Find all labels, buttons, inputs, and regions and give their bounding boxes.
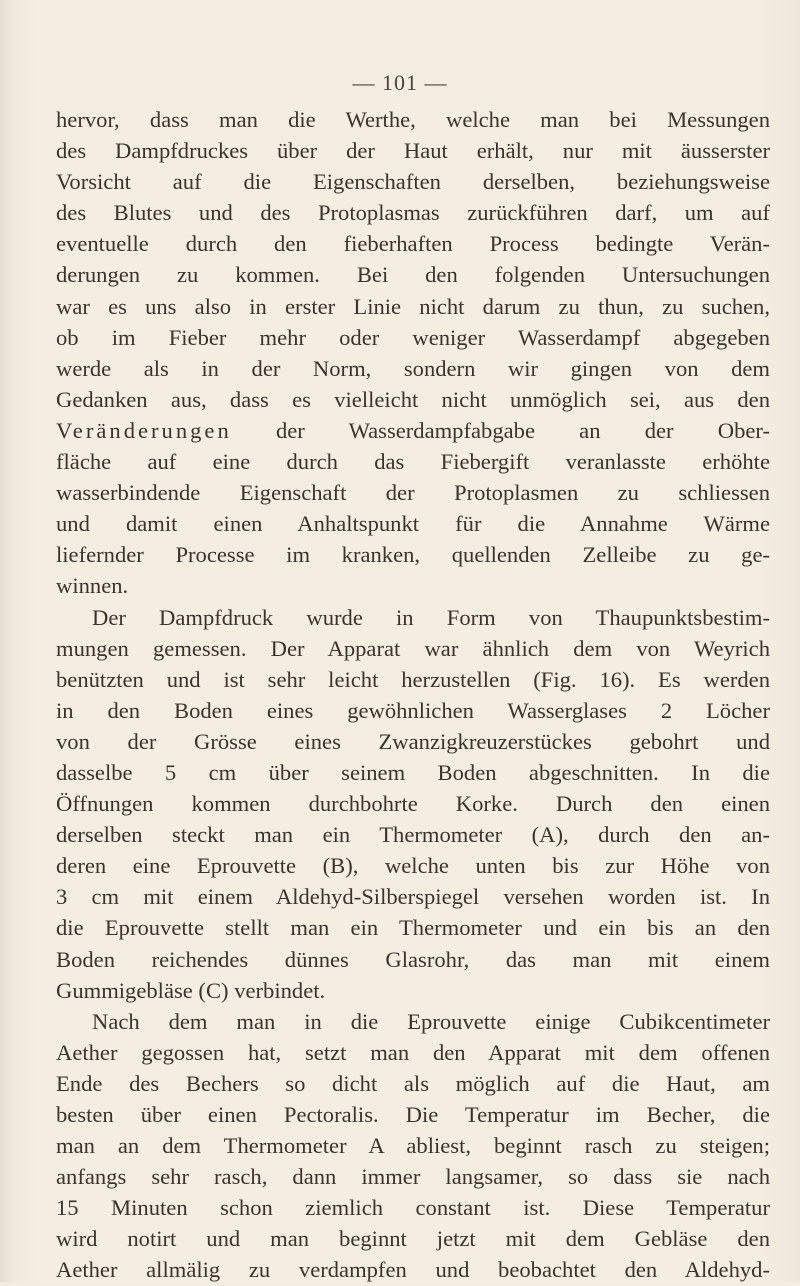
text-line: Gedanken aus, dass es vielleicht nicht unmöglich sei, aus den	[56, 386, 770, 412]
text-line-emphasis: Veränderungen der Wasserdampfabgabe an der Ober-	[56, 417, 770, 443]
text-line: des Blutes und des Protoplasmas zurückführen darf, um auf	[56, 200, 770, 226]
text-line: derungen zu kommen. Bei den folgenden Untersuchungen	[56, 262, 770, 288]
text-line: deren eine Eprouvette (B), welche unten bis zur Höhe von	[56, 853, 770, 879]
text-line: mungen gemessen. Der Apparat war ähnlich dem von Weyrich	[56, 635, 770, 661]
text-line: ob im Fieber mehr oder weniger Wasserdampf abgegeben	[56, 324, 770, 350]
text-line: winnen.	[56, 573, 129, 599]
text-line: Gummigebläse (C) verbindet.	[56, 977, 326, 1003]
text-line: liefernder Processe im kranken, quellenden Zelleibe zu ge-	[56, 542, 770, 568]
text-line: Aether allmälig zu verdampfen und beobachtet den Aldehyd-	[56, 1257, 770, 1283]
text-line: wasserbindende Eigenschaft der Protoplasmen zu schliessen	[56, 480, 770, 506]
text-line: Aether gegossen hat, setzt man den Apparat mit dem offenen	[56, 1039, 770, 1065]
text-line: Nach dem man in die Eprouvette einige Cubikcentimeter	[92, 1008, 770, 1034]
text-line: die Eprouvette stellt man ein Thermometer und ein bis an den	[56, 915, 770, 941]
text-line: derselben steckt man ein Thermometer (A), durch den an-	[56, 822, 770, 848]
text-line: fläche auf eine durch das Fiebergift veranlasste erhöhte	[56, 449, 770, 475]
text-line: Vorsicht auf die Eigenschaften derselben, beziehungsweise	[56, 169, 770, 195]
text-line: war es uns also in erster Linie nicht darum zu thun, zu suchen,	[56, 293, 770, 319]
text-line: Boden reichendes dünnes Glasrohr, das man mit einem	[56, 946, 770, 972]
text-line: von der Grösse eines Zwanzigkreuzerstückes gebohrt und	[56, 728, 770, 754]
text-line: eventuelle durch den fieberhaften Process bedingte Verän-	[56, 231, 770, 257]
text-line: anfangs sehr rasch, dann immer langsamer, so dass sie nach	[56, 1164, 770, 1190]
text-line: des Dampfdruckes über der Haut erhält, nur mit äusserster	[56, 138, 770, 164]
text-line: 15 Minuten schon ziemlich constant ist. Diese Temperatur	[56, 1195, 770, 1221]
text-line: dasselbe 5 cm über seinem Boden abgeschnitten. In die	[56, 759, 770, 785]
text-line: besten über einen Pectoralis. Die Temperatur im Becher, die	[56, 1102, 770, 1127]
body-text	[56, 104, 770, 1286]
text-line: Der Dampfdruck wurde in Form von Thaupunktsbestim-	[92, 604, 770, 630]
emphasized-word: Veränderungen	[56, 417, 232, 443]
text-line: Öffnungen kommen durchbohrte Korke. Durch den einen	[56, 791, 770, 817]
text-line: wird notirt und man beginnt jetzt mit dem Gebläse den	[56, 1226, 770, 1252]
text-line: in den Boden eines gewöhnlichen Wasserglases 2 Löcher	[56, 697, 770, 723]
text-line: 3 cm mit einem Aldehyd-Silberspiegel versehen worden ist. In	[56, 884, 770, 910]
text-line: hervor, dass man die Werthe, welche man bei Messungen	[56, 107, 770, 132]
text-line: werde als in der Norm, sondern wir gingen von dem	[56, 355, 770, 381]
text-line: und damit einen Anhaltspunkt für die Annahme Wärme	[56, 511, 770, 537]
text-line: benützten und ist sehr leicht herzustellen (Fig. 16). Es werden	[56, 666, 770, 692]
text-line: man an dem Thermometer A abliest, beginnt rasch zu steigen;	[56, 1133, 770, 1159]
text-line: Ende des Bechers so dicht als möglich auf die Haut, am	[56, 1070, 770, 1096]
page-number: — 101 —	[352, 70, 448, 95]
